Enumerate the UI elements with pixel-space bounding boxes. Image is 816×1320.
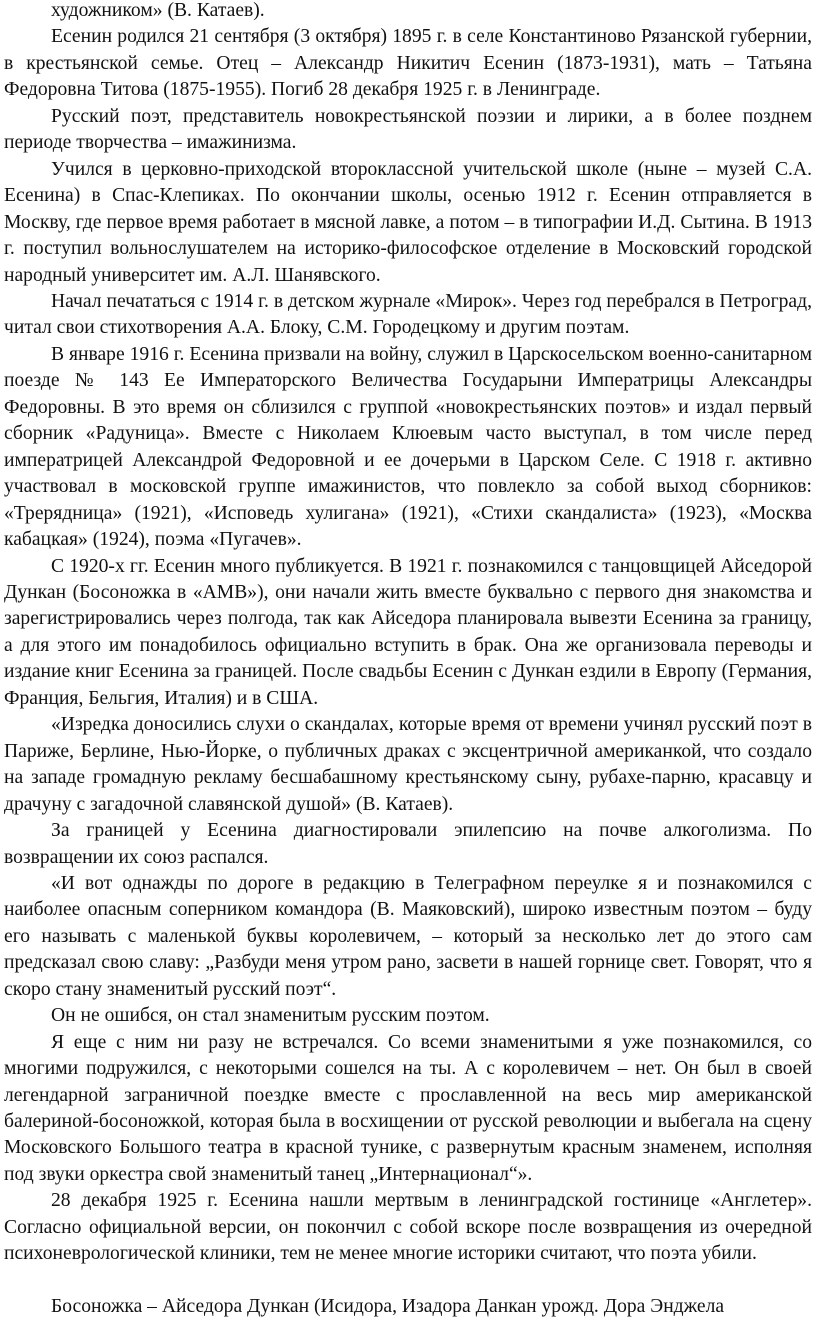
document-body <box>4 0 812 1320</box>
paragraph-death: 28 декабря 1925 г. Есенина нашли мертвым в ленинградской гостинице «Англетер». Согласно официальной версии, он покончил с собой вскоре после возвращения из очередной психоневрологической клиники, тем не менее многие историки считают, что поэта убили. <box>4 1190 812 1265</box>
paragraph-education: Учился в церковно-приходской второклассной учительской школе (ныне – музей С.А. Есенина) в Спас-Клепиках. По окончании школы, осенью 1912 г. Есенин отправляется в Москву, где первое время работает в мясной лавке, а потом – в типографии И.Д. Сытина. В 1913 г. поступил вольнослушателем на историко-философское отделение в Московский городской народный университет им. А.Л. Шанявского. <box>4 158 812 286</box>
paragraph-first-publications: Начал печататься с 1914 г. в детском журнале «Мирок». Через год перебрался в Петроград, читал свои стихотворения А.А. Блоку, С.М. Городецкому и другим поэтам. <box>4 290 812 339</box>
paragraph-duncan: С 1920-х гг. Есенин много публикуется. В 1921 г. познакомился с танцовщицей Айседорой Дункан (Босоножка в «АМВ»), они начали жить вместе буквально с первого дня знакомства и зарегистрировались через полгода, так как Айседора планировала вывезти Есенина за границу, а для этого им понадобилось официально вступить в брак. Она же организовала переводы и издание книг Есенина за границей. После свадьбы Есенин с Дункан ездили в Европу (Германия, Франция, Бельгия, Италия) и в США. <box>4 555 812 709</box>
paragraph-continuation: художником» (В. Катаев). <box>51 0 265 21</box>
paragraph-famous-poet: Он не ошибся, он стал знаменитым русским поэтом. <box>51 1005 490 1027</box>
paragraph-spacer <box>4 1268 812 1294</box>
paragraph-quote-kataev: «Изредка доносились слухи о скандалах, которые время от времени учинял русский поэт в Париже, Берлине, Нью-Йорке, о публичных драках с эксцентричной американкой, что создало на западе громадную рекламу бесшабашному крестьянскому сыну, рубахе-парню, красавцу и драчуну с загадочной славянской душой» (В. Катаев). <box>4 714 812 815</box>
paragraph-poet-movement: Русский поэт, представитель новокрестьянской поэзии и лирики, а в более позднем периоде творчества – имажинизма. <box>4 105 812 154</box>
paragraph-biography: Есенин родился 21 сентября (3 октября) 1895 г. в селе Константиново Рязанской губернии, в крестьянской семье. Отец – Александр Никитич Есенин (1873-1931), мать – Татьяна Федоровна Титова (1875-1955). Погиб 28 декабря 1925 г. в Ленинграде. <box>4 26 812 101</box>
paragraph-never-met: Я еще с ним ни разу не встречался. Со всеми знаменитыми я уже познакомился, со многими подружился, с некоторыми сошелся на ты. А с королевичем – нет. Он был в своей легендарной заграничной поездке вместе с прославленной на весь мир американской балериной-босоножкой, которая была в восхищении от русской революции и выбегала на сцену Московского Большого театра в красной тунике, с развернутым красным знаменем, исполняя под звуки оркестра свой знаменитый танец „Интернационал“». <box>4 1031 812 1185</box>
paragraph-abroad: За границей у Есенина диагностировали эпилепсию на почве алкоголизма. По возвращении их союз распался. <box>4 820 812 868</box>
paragraph-quote-telegraph: «И вот однажды по дороге в редакцию в Телеграфном переулке я и познакомился с наиболее опасным соперником командора (В. Маяковский), широко известным поэтом – буду его называть с маленькой буквы королевичем, – который за несколько лет до этого сам предсказал свою славу: „Разбуди меня утром рано, засвети в нашей горнице свет. Говорят, что я скоро стану знаменитый русский поэт“. <box>4 872 812 1000</box>
paragraph-war-service: В январе 1916 г. Есенина призвали на войну, служил в Царскосельском военно-санитарном поезде № 143 Ее Императорского Величества Государыни Императрицы Александры Федоровны. В это время он сблизился с группой «новокрестьянских поэтов» и издал первый сборник «Радуница». Вместе с Николаем Клюевым часто выступал, в том числе перед императрицей Александрой Федоровной и ее дочерьми в Царском Селе. С 1918 г. активно участвовал в московской группе имажинистов, что повлекло за собой выход сборников: «Трерядница» (1921), «Исповедь хулигана» (1921), «Стихи скандалиста» (1923), «Москва кабацкая» (1924), поэма «Пугачев». <box>4 343 812 551</box>
paragraph-bosonozhka: Босоножка – Айседора Дункан (Исидора, Изадора Данкан урожд. Дора Энджела <box>51 1295 725 1317</box>
